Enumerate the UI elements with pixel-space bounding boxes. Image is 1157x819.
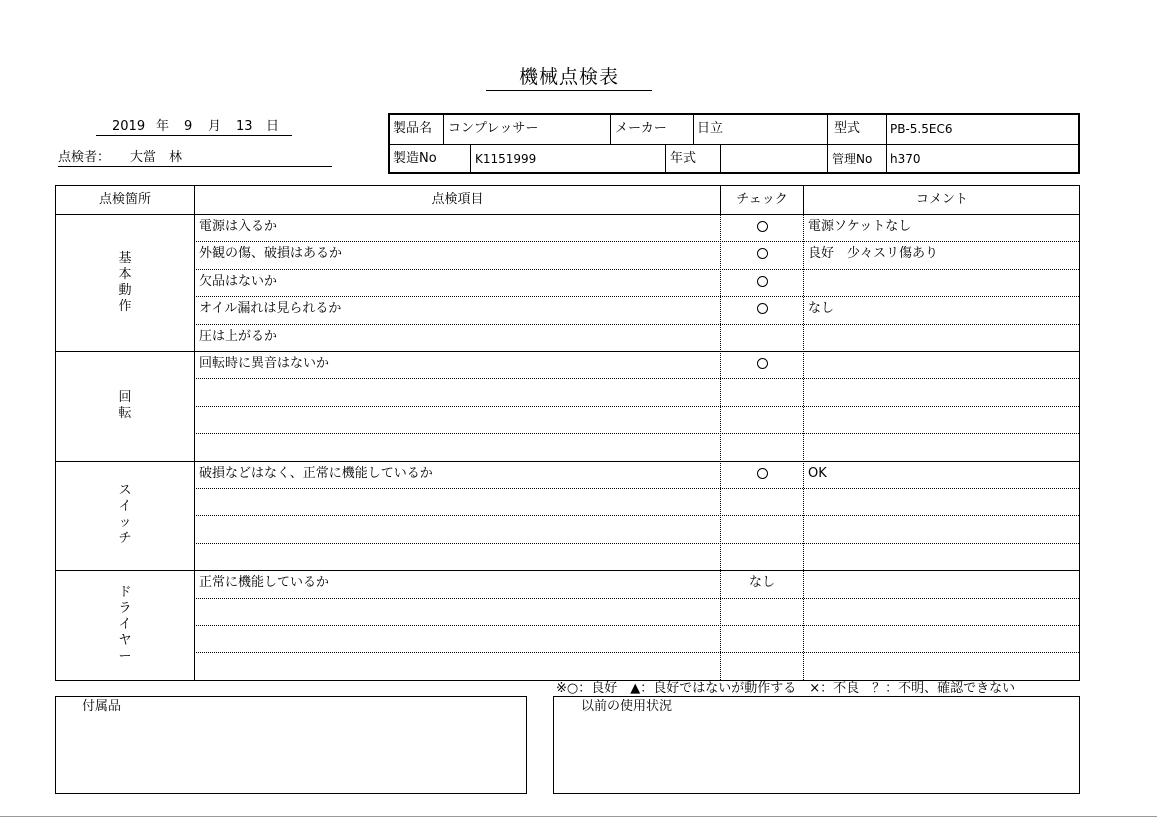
check-ok-icon [757,248,768,259]
row-divider [194,515,1079,516]
category-char: イ [118,616,132,632]
category-char: チ [118,531,132,547]
check-cell[interactable]: なし [748,575,775,591]
model-value[interactable]: PB-5.5EC6 [890,122,953,136]
row-divider [194,625,1079,626]
check-ok-icon [757,221,768,232]
check-cell[interactable] [721,652,803,679]
category-char: 動 [118,282,132,298]
category-label [56,461,194,571]
check-cell[interactable] [721,296,803,323]
row-divider [194,324,1079,325]
check-ok-icon [757,303,768,314]
comment-cell[interactable]: 良好 少々スリ傷あり [808,246,939,262]
category-char: ス [118,483,132,499]
date-day-unit: 日 [266,119,280,134]
row-divider [194,543,1079,544]
legend-note: ※○：良好 ▲：良好ではないが動作する ×：不良 ？：不明、確認できない [556,681,1016,696]
category-char: ー [118,648,132,664]
check-cell[interactable] [721,269,803,296]
inspector-label: 点検者： [58,150,111,165]
check-cell[interactable] [721,351,803,378]
check-cell[interactable] [721,598,803,625]
inspection-item: 外観の傷、破損はあるか [199,246,343,262]
comment-cell[interactable]: なし [808,301,835,317]
model-label: 型式 [834,121,861,136]
category-char: イ [118,499,132,515]
category-char: 作 [118,298,132,314]
date-day: 13 [236,119,253,134]
accessories-box[interactable] [55,696,527,794]
check-cell[interactable] [721,625,803,652]
product-name-value[interactable]: コンプレッサー [448,121,539,136]
inspector-field [58,149,332,167]
page-title: 機械点検表 [486,64,652,91]
check-ok-icon [757,468,768,479]
check-ok-icon [757,358,768,369]
inspection-item: 圧は上がるか [199,328,278,344]
inspection-date [96,118,292,136]
maker-label: メーカー [615,121,667,136]
serial-label: 製造No [393,151,437,166]
header-comment: コメント [915,192,968,207]
inspection-table [55,185,1080,681]
page-bottom-divider [0,816,1157,817]
check-cell[interactable] [721,324,803,351]
previous-usage-box[interactable] [553,696,1080,794]
inspection-item: 破損などはなく、正常に機能しているか [199,465,433,481]
management-no-label: 管理No [832,152,873,166]
maker-value[interactable]: 日立 [697,121,724,136]
inspection-item: 正常に機能しているか [199,575,330,591]
category-char: ッ [118,515,132,531]
row-divider [194,406,1079,407]
check-cell[interactable] [721,543,803,570]
date-month-unit: 月 [208,119,222,134]
product-name-label: 製品名 [393,121,433,136]
check-cell[interactable] [721,214,803,241]
date-month: 9 [184,119,193,134]
row-divider [194,488,1079,489]
comment-cell[interactable]: 電源ソケットなし [808,219,912,234]
check-cell[interactable] [721,241,803,268]
check-cell[interactable] [721,461,803,488]
row-divider [194,652,1079,653]
row-divider [194,269,1079,270]
category-char: 本 [118,266,132,282]
product-info-box [388,113,1080,174]
accessories-label: 付属品 [82,699,122,714]
row-divider [194,598,1079,599]
management-no-value[interactable]: h370 [890,152,921,166]
header-item: 点検項目 [431,192,484,207]
comment-cell[interactable]: OK [808,465,827,481]
inspector-name: 大當 林 [130,150,183,165]
check-cell[interactable] [721,433,803,460]
category-label [56,570,194,680]
inspection-item: 回転時に異音はないか [199,356,330,371]
category-char: ヤ [118,632,132,648]
check-cell[interactable] [721,406,803,433]
header-location: 点検箇所 [98,192,151,207]
category-char: ド [118,584,132,600]
col-divider-check-header [720,186,721,214]
row-divider [194,433,1079,434]
category-char: ラ [118,600,132,616]
row-divider [194,378,1079,379]
previous-usage-label: 以前の使用状況 [581,699,673,714]
check-cell[interactable] [721,378,803,405]
category-label [56,351,194,461]
date-year: 2019 [112,119,146,134]
check-cell[interactable] [721,515,803,542]
col-divider-comment-header [803,186,804,214]
category-char: 転 [118,405,132,421]
inspection-item: 欠品はないか [199,273,278,289]
col-divider-comment [803,214,804,680]
serial-value[interactable]: K1151999 [475,152,537,166]
inspection-item: オイル漏れは見られるか [199,301,342,317]
category-char: 基 [118,250,132,266]
check-cell[interactable] [721,488,803,515]
category-char: 回 [118,389,132,405]
header-check: チェック [736,192,788,207]
date-year-unit: 年 [156,119,170,134]
check-ok-icon [757,276,768,287]
category-label [56,214,194,351]
inspection-item: 電源は入るか [199,219,278,234]
model-year-label: 年式 [670,151,697,166]
